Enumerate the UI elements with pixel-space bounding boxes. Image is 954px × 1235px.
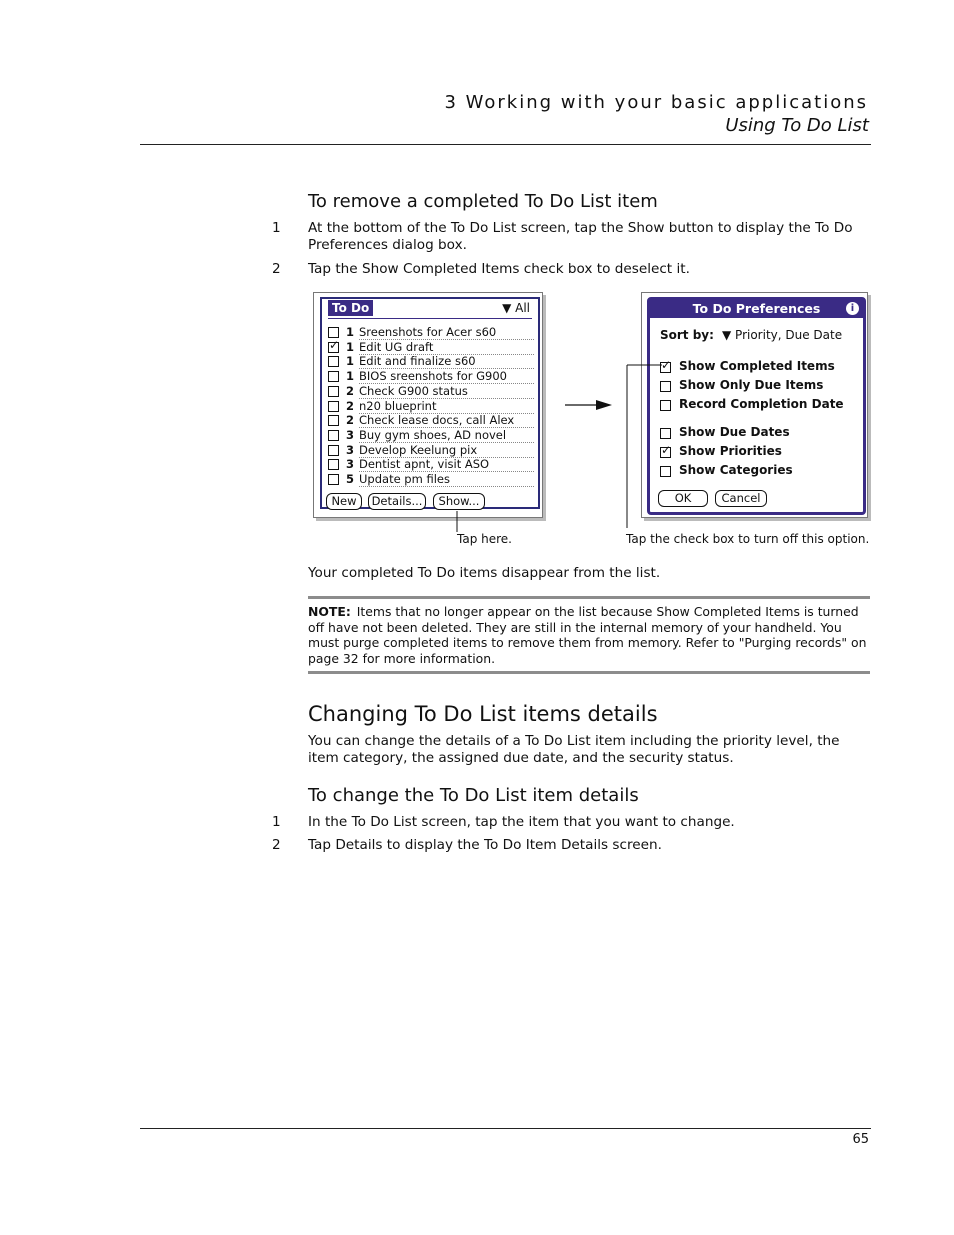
new-button[interactable]: New [326,493,362,510]
step-text: At the bottom of the To Do List screen, tap the Show button to display the To Do Preferences dialog box. [308,220,853,253]
option-label: Record Completion Date [679,397,844,411]
item-text: Edit UG draft [359,340,534,355]
todo-tab[interactable]: To Do [328,300,373,316]
item-text: Develop Keelung pix [359,443,534,458]
footer-rule [140,1128,871,1129]
item-text: Update pm files [359,472,534,487]
sort-by-dropdown[interactable]: ▼ Priority, Due Date [722,328,843,342]
priority: 2 [346,383,355,398]
info-icon[interactable]: i [846,302,859,315]
caption-tap-checkbox: Tap the check box to turn off this option. [626,532,870,546]
step-number: 1 [272,220,281,236]
priority: 1 [346,339,355,354]
priority: 5 [346,472,355,486]
category-dropdown[interactable]: ▼ All [502,301,530,315]
note-block [308,604,868,666]
option-label: Show Due Dates [679,425,790,439]
item-text: n20 blueprint [359,399,534,414]
caption-tap-here: Tap here. [457,532,512,546]
priority: 1 [346,354,355,369]
note-text: Items that no longer appear on the list because Show Completed Items is turned off have not been deleted. They are still in the internal memory of your handheld. You must purge completed items to remove them from memory. Refer to "Purging records" on page 32 for more information. [308,604,867,666]
cancel-button[interactable]: Cancel [715,490,767,507]
note-label: NOTE: [308,604,351,619]
step-number: 2 [272,837,281,853]
step-number: 2 [272,261,281,277]
step-text: In the To Do List screen, tap the item that you want to change. [308,814,735,830]
priority: 3 [346,427,355,442]
step-text: Tap Details to display the To Do Item Details screen. [308,837,662,853]
heading-changing-details: Changing To Do List items details [308,702,658,726]
heading-remove-completed: To remove a completed To Do List item [308,191,658,212]
step-number: 1 [272,814,281,830]
priority: 3 [346,442,355,457]
item-text: Dentist apnt, visit ASO [359,457,534,472]
result-paragraph: Your completed To Do items disappear from the list. [308,565,661,581]
option-label: Show Priorities [679,444,782,458]
sort-by-label: Sort by: [660,328,714,342]
details-button[interactable]: Details... [368,493,426,510]
intro-paragraph: You can change the details of a To Do List item including the priority level, the item category, the assigned due date, and the security status. [308,733,840,766]
option-label: Show Categories [679,463,793,477]
item-text: Edit and finalize s60 [359,354,534,369]
dialog-title: To Do Preferences [692,301,821,316]
chapter-title: 3 Working with your basic applications [444,92,868,113]
item-text: BIOS sreenshots for G900 [359,369,534,384]
priority: 2 [346,398,355,413]
item-text: Check G900 status [359,384,534,399]
priority: 2 [346,413,355,428]
option-label: Show Completed Items [679,359,835,373]
step-text: Tap the Show Completed Items check box to deselect it. [308,261,690,277]
show-button[interactable]: Show... [433,493,485,510]
ok-button[interactable]: OK [658,490,708,507]
priority: 1 [346,369,355,384]
page-number: 65 [852,1132,869,1147]
item-text: Check lease docs, call Alex [359,413,534,428]
note-bottom-rule [308,671,870,674]
item-text: Buy gym shoes, AD novel [359,428,534,443]
section-running-head: Using To Do List [725,115,869,136]
arrow-right-icon [596,400,612,410]
note-top-rule [308,596,870,599]
heading-change-details: To change the To Do List item details [308,785,639,806]
priority: 1 [346,325,355,339]
option-label: Show Only Due Items [679,378,824,392]
priority: 3 [346,457,355,472]
item-text: Sreenshots for Acer s60 [359,325,534,340]
